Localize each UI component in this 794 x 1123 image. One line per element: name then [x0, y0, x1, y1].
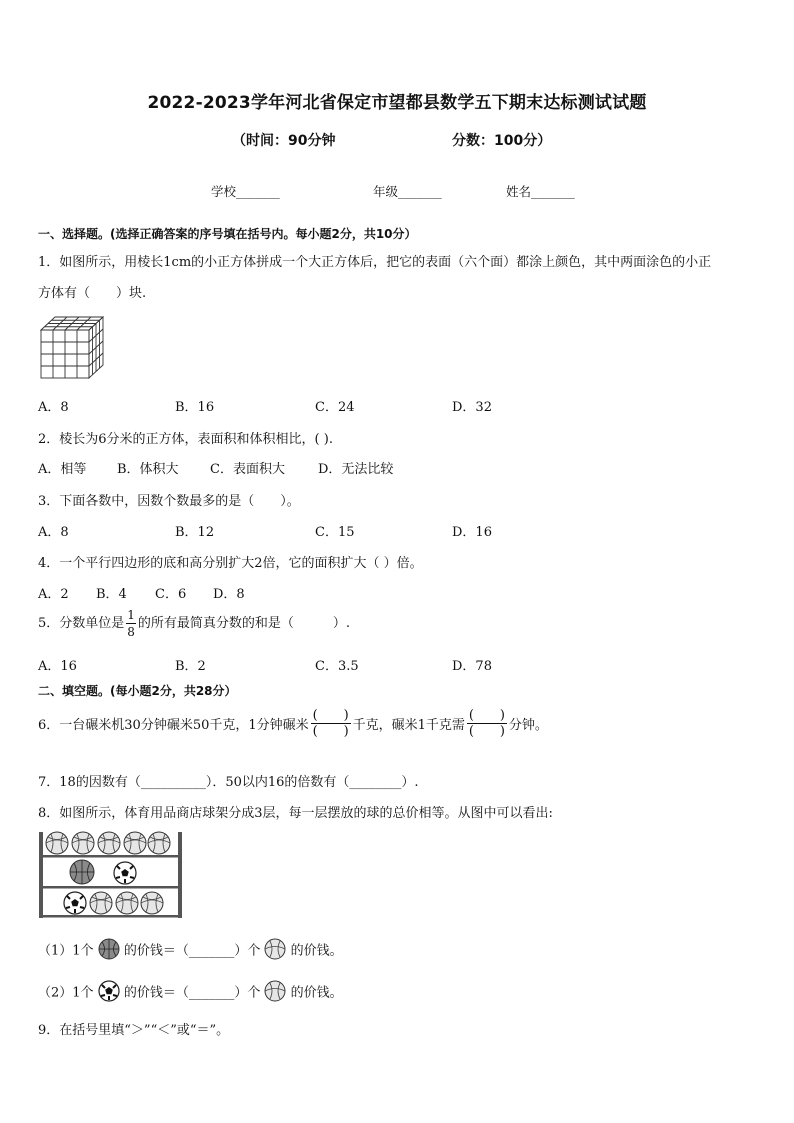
grade-field: 年级_______ [373, 184, 442, 199]
q5-option-a: A．16 [38, 659, 77, 674]
q8-2-text-post: 的价钱。 [290, 985, 343, 1001]
q1-option-d: D．32 [452, 400, 492, 415]
name-field: 姓名_______ [506, 184, 575, 199]
q8-2-text-pre: （2）1个 [38, 985, 94, 1001]
cube-figure [38, 314, 106, 380]
q3-option-a: A．8 [38, 525, 69, 540]
soccer-ball-icon [98, 980, 120, 1002]
q1-option-c: C．24 [315, 400, 355, 415]
q1-option-b: B．16 [175, 400, 215, 415]
q3-option-d: D．16 [452, 525, 492, 540]
q2-option-b: B．体积大 [117, 462, 179, 477]
basketball-icon [98, 938, 120, 960]
exam-time: （时间：90分钟 [232, 133, 336, 149]
q5-option-b: B．2 [175, 659, 206, 674]
question-5 [38, 609, 350, 638]
page-title: 2022-2023学年河北省保定市望都县数学五下期末达标测试试题 [147, 93, 647, 113]
q5-text-pre: 5．分数单位是 [38, 616, 125, 631]
q2-option-d: D．无法比较 [318, 462, 394, 477]
q6-text-mid: 千克，碾米1千克需 [352, 718, 465, 733]
q8-1-text-pre: （1）1个 [38, 943, 94, 959]
q5-option-d: D．78 [452, 659, 492, 674]
q4-option-b: B．4 [96, 587, 127, 602]
question-7: 7．18的因数有（__________）．50以内16的倍数有（________）. [38, 775, 419, 790]
question-9: 9．在括号里填“＞”“＜”或“＝”。 [38, 1023, 230, 1038]
q8-1-text-mid: 的价钱＝（_______）个 [123, 943, 261, 959]
question-6 [38, 708, 548, 739]
q1-option-a: A．8 [38, 400, 69, 415]
question-2: 2．棱长为6分米的正方体，表面积和体积相比，( ). [38, 432, 333, 447]
question-8: 8．如图所示，体育用品商店球架分成3层，每一层摆放的球的总价相等。从图中可以看出: [38, 806, 553, 821]
exam-score: 分数：100分） [452, 133, 552, 149]
question-3: 3．下面各数中，因数个数最多的是（ ）。 [38, 494, 300, 509]
school-field: 学校_______ [211, 184, 280, 199]
q8-2-text-mid: 的价钱＝（_______）个 [123, 985, 261, 1001]
blank-fraction-2 [467, 708, 507, 739]
q6-text-pre: 6．一台碾米机30分钟碾米50千克，1分钟碾米 [38, 718, 309, 733]
blank-fraction-1-top: ( ) [312, 708, 349, 723]
q5-option-c: C．3.5 [315, 659, 359, 674]
q2-option-a: A．相等 [38, 462, 87, 477]
blank-fraction-1-bottom: ( ) [312, 724, 349, 739]
volleyball-icon [264, 938, 286, 960]
q4-option-d: D．8 [213, 587, 245, 602]
blank-fraction-2-top: ( ) [468, 708, 505, 723]
blank-fraction-2-bottom: ( ) [468, 724, 505, 739]
q4-option-c: C．6 [155, 587, 187, 602]
volleyball-icon [264, 980, 286, 1002]
question-1-line-1: 1．如图所示，用棱长1cm的小正方体拼成一个大正方体后，把它的表面（六个面）都涂上颜色，其中两面涂色的小正 [38, 255, 712, 270]
fraction-denominator: 8 [127, 625, 135, 639]
question-4: 4．一个平行四边形的底和高分别扩大2倍，它的面积扩大（ ）倍。 [38, 556, 423, 571]
fraction-one-eighth [126, 609, 136, 638]
q2-option-c: C．表面积大 [210, 462, 285, 477]
q4-option-a: A．2 [38, 587, 69, 602]
q6-text-post: 分钟。 [508, 718, 548, 733]
q3-option-b: B．12 [175, 525, 215, 540]
question-8-part-2 [38, 980, 343, 1002]
q3-option-c: C．15 [315, 525, 355, 540]
ball-rack-figure [38, 828, 183, 920]
question-1-line-2: 方体有（ ）块. [38, 286, 147, 301]
q8-1-text-post: 的价钱。 [290, 943, 343, 959]
q5-text-post: 的所有最简真分数的和是（ ）. [137, 616, 351, 631]
section-heading-choice: 一、选择题。(选择正确答案的序号填在括号内。每小题2分，共10分） [38, 227, 417, 241]
question-8-part-1 [38, 938, 343, 960]
fraction-numerator: 1 [127, 608, 135, 622]
section-heading-fill: 二、填空题。(每小题2分，共28分） [38, 684, 237, 698]
blank-fraction-1 [311, 708, 351, 739]
